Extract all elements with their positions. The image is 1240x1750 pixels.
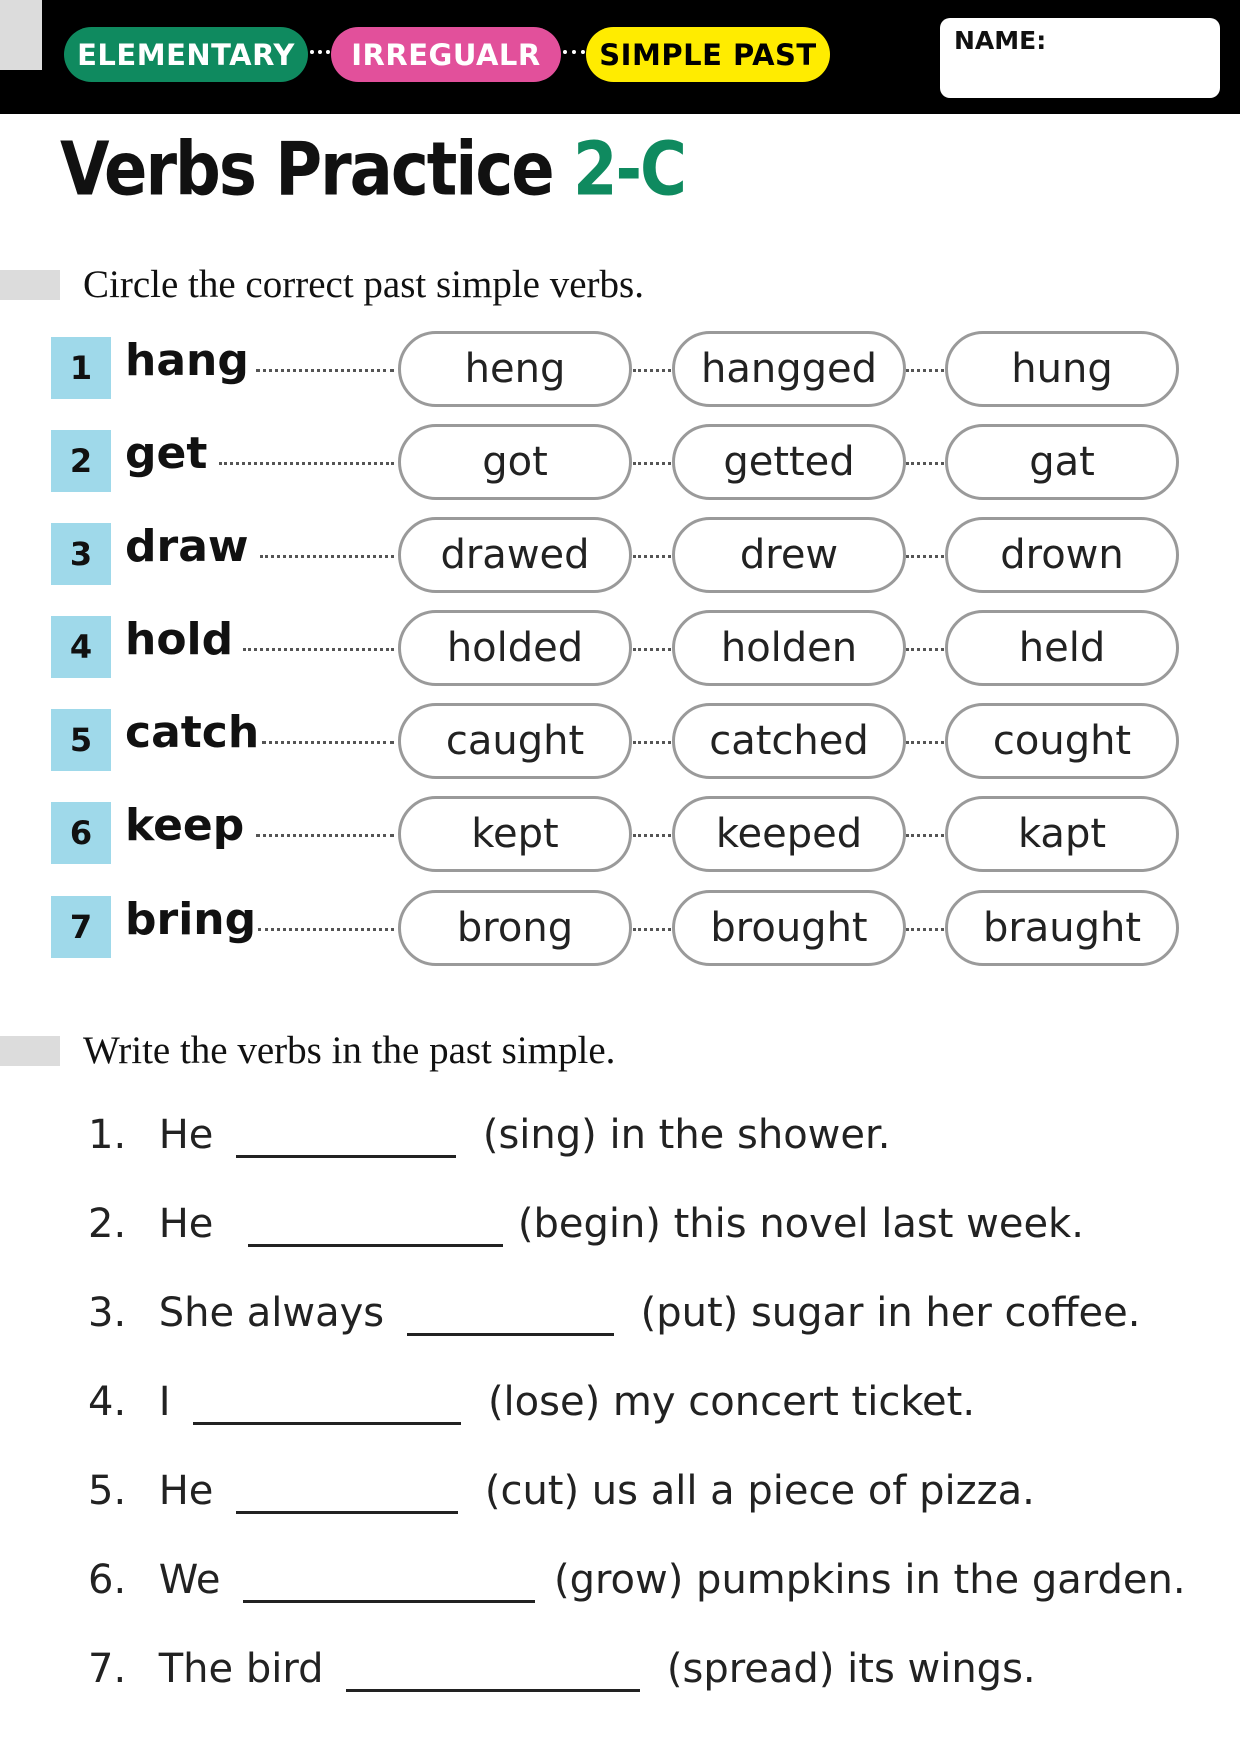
section1-instruction: Circle the correct past simple verbs.: [83, 263, 644, 306]
base-verb: bring: [125, 894, 257, 945]
option-3[interactable]: kapt: [945, 796, 1179, 872]
tag-connector: [310, 50, 330, 56]
dotted-leader: [262, 741, 394, 745]
tag-connector: [563, 50, 585, 56]
tag-simple-past: SIMPLE PAST: [586, 27, 830, 82]
title-accent: 2-C: [572, 128, 685, 214]
name-field[interactable]: [940, 18, 1220, 98]
answer-blank[interactable]: [243, 1563, 535, 1603]
option-3[interactable]: braught: [945, 890, 1179, 966]
row-number: 5: [51, 709, 111, 771]
page-title: [60, 128, 685, 213]
row-number: 6: [51, 802, 111, 864]
sentence-number: 2.: [88, 1201, 127, 1247]
sentence-end: (lose) my concert ticket.: [487, 1379, 976, 1425]
sentence: [88, 1290, 1140, 1336]
dotted-leader: [258, 928, 394, 932]
option-1[interactable]: got: [398, 424, 632, 500]
option-2[interactable]: holden: [672, 610, 906, 686]
dotted-leader: [906, 462, 944, 466]
sentence: [88, 1201, 1084, 1247]
section2-instruction: Write the verbs in the past simple.: [83, 1029, 616, 1072]
option-3[interactable]: hung: [945, 331, 1179, 407]
section-marker: [0, 270, 60, 300]
base-verb: hang: [125, 335, 249, 386]
option-2[interactable]: hangged: [672, 331, 906, 407]
dotted-leader: [633, 369, 671, 373]
sentence: [88, 1379, 975, 1425]
sentence-number: 6.: [88, 1557, 127, 1603]
corner-tab: [0, 0, 42, 70]
sentence-number: 4.: [88, 1379, 127, 1425]
option-2[interactable]: getted: [672, 424, 906, 500]
verb-row: [0, 610, 1240, 686]
row-number: 3: [51, 523, 111, 585]
dotted-leader: [906, 369, 944, 373]
option-1[interactable]: heng: [398, 331, 632, 407]
answer-blank[interactable]: [193, 1385, 461, 1425]
name-label: NAME:: [954, 26, 1047, 55]
answer-blank[interactable]: [407, 1296, 614, 1336]
base-verb: catch: [125, 707, 260, 758]
base-verb: get: [125, 428, 208, 479]
option-1[interactable]: holded: [398, 610, 632, 686]
dotted-leader: [906, 648, 944, 652]
verb-row: [0, 796, 1240, 872]
sentence-end: (grow) pumpkins in the garden.: [553, 1557, 1186, 1603]
option-3[interactable]: cought: [945, 703, 1179, 779]
sentence-end: (cut) us all a piece of pizza.: [484, 1468, 1035, 1514]
dotted-leader: [260, 555, 394, 559]
dotted-leader: [633, 648, 671, 652]
row-number: 7: [51, 896, 111, 958]
option-2[interactable]: drew: [672, 517, 906, 593]
option-1[interactable]: caught: [398, 703, 632, 779]
sentence: [88, 1557, 1186, 1603]
sentence: [88, 1468, 1035, 1514]
tag-irregular: IRREGUALR: [331, 27, 561, 82]
sentence-start: She always: [158, 1290, 385, 1336]
verb-row: [0, 890, 1240, 966]
option-3[interactable]: drown: [945, 517, 1179, 593]
option-1[interactable]: brong: [398, 890, 632, 966]
sentence-end: (put) sugar in her coffee.: [640, 1290, 1141, 1336]
option-2[interactable]: catched: [672, 703, 906, 779]
answer-blank[interactable]: [346, 1652, 640, 1692]
header-bar: [0, 0, 1240, 114]
sentence-end: (begin) this novel last week.: [517, 1201, 1084, 1247]
sentence-number: 1.: [88, 1112, 127, 1158]
row-number: 4: [51, 616, 111, 678]
sentence-number: 5.: [88, 1468, 127, 1514]
row-number: 1: [51, 337, 111, 399]
answer-blank[interactable]: [236, 1118, 456, 1158]
title-main: Verbs Practice: [60, 128, 553, 214]
answer-blank[interactable]: [248, 1207, 503, 1247]
sentence-start: He: [158, 1112, 214, 1158]
sentence: [88, 1646, 1036, 1692]
section-marker: [0, 1036, 60, 1066]
base-verb: draw: [125, 521, 249, 572]
verb-row: [0, 517, 1240, 593]
sentence-end: (spread) its wings.: [666, 1646, 1036, 1692]
dotted-leader: [243, 648, 394, 652]
verb-row: [0, 424, 1240, 500]
dotted-leader: [256, 834, 394, 838]
dotted-leader: [906, 741, 944, 745]
option-2[interactable]: brought: [672, 890, 906, 966]
row-number: 2: [51, 430, 111, 492]
verb-row: [0, 331, 1240, 407]
option-3[interactable]: gat: [945, 424, 1179, 500]
dotted-leader: [906, 834, 944, 838]
sentence-start: He: [158, 1201, 214, 1247]
dotted-leader: [633, 555, 671, 559]
sentence-start: I: [158, 1379, 171, 1425]
base-verb: keep: [125, 800, 245, 851]
sentence-start: The bird: [158, 1646, 324, 1692]
dotted-leader: [906, 928, 944, 932]
sentence-number: 3.: [88, 1290, 127, 1336]
dotted-leader: [633, 741, 671, 745]
option-1[interactable]: kept: [398, 796, 632, 872]
sentence-start: We: [158, 1557, 221, 1603]
option-1[interactable]: drawed: [398, 517, 632, 593]
base-verb: hold: [125, 614, 234, 665]
tag-elementary: ELEMENTARY: [64, 27, 308, 82]
verb-row: [0, 703, 1240, 779]
dotted-leader: [633, 928, 671, 932]
dotted-leader: [633, 462, 671, 466]
option-3[interactable]: held: [945, 610, 1179, 686]
dotted-leader: [906, 555, 944, 559]
dotted-leader: [633, 834, 671, 838]
sentence-end: (sing) in the shower.: [482, 1112, 891, 1158]
answer-blank[interactable]: [236, 1474, 458, 1514]
dotted-leader: [219, 462, 394, 466]
sentence: [88, 1112, 890, 1158]
sentence-start: He: [158, 1468, 214, 1514]
option-2[interactable]: keeped: [672, 796, 906, 872]
sentence-number: 7.: [88, 1646, 127, 1692]
dotted-leader: [256, 369, 394, 373]
